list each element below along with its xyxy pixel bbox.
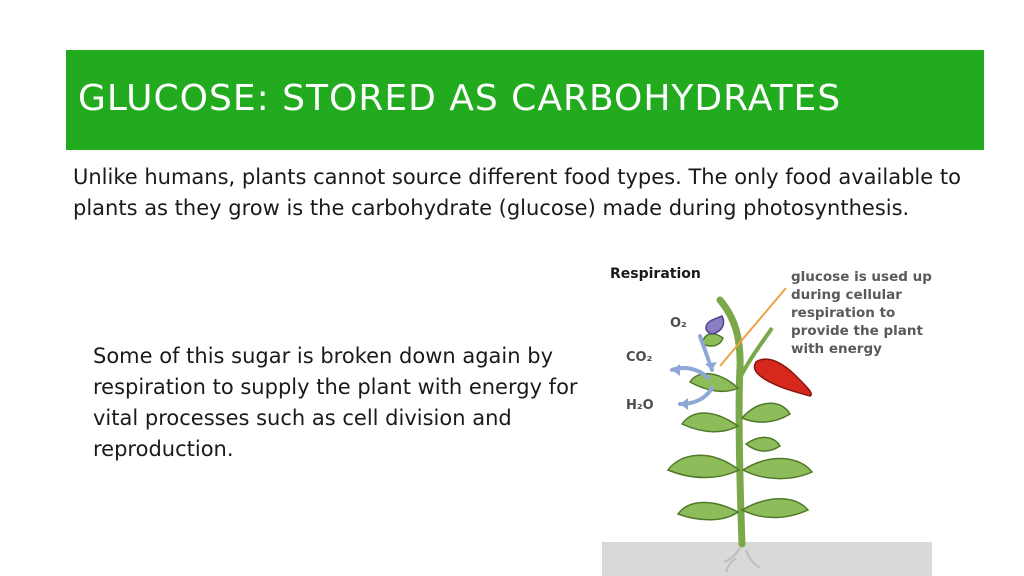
h2o-label: H₂O (626, 398, 654, 413)
co2-label: CO₂ (626, 350, 653, 365)
title-bar (66, 50, 984, 150)
detail-paragraph: Some of this sugar is broken down again by respiration to supply the plant with energy for vital processes such as cell division and reproduction. (93, 344, 578, 461)
diagram-annotation: glucose is used up during cellular respiration to provide the plant with energy (791, 269, 932, 357)
soil (602, 542, 932, 576)
slide-title: GLUCOSE: STORED AS CARBOHYDRATES (78, 78, 842, 119)
pepper (754, 359, 811, 396)
flower (706, 316, 724, 334)
respiration-diagram (600, 258, 940, 576)
o2-label: O₂ (670, 316, 687, 331)
intro-paragraph: Unlike humans, plants cannot source different food types. The only food available to plants as they grow is the carbohydrate (glucose) made during photosynthesis. (73, 165, 961, 220)
diagram-title: Respiration (610, 266, 701, 282)
